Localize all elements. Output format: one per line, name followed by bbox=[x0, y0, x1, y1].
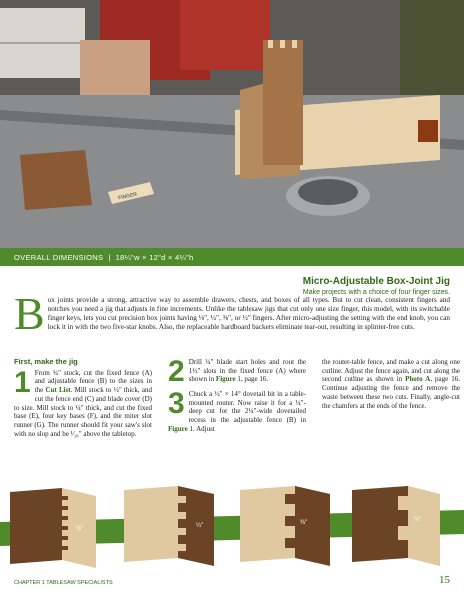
step-3 bbox=[168, 387, 306, 434]
step-3-text-cont: 1. Adjust bbox=[187, 424, 215, 433]
figure-ref-2: Figure bbox=[168, 424, 188, 433]
cut-list-ref: Cut List bbox=[45, 386, 71, 395]
article-title: Micro-Adjustable Box-Joint Jig bbox=[302, 276, 450, 287]
dimensions-separator: | bbox=[108, 252, 111, 262]
column-3 bbox=[322, 358, 460, 410]
column-3-text-cont: , page 16. Continue adjusting the fence and remove the waste between these two cuts. Finally, angle-cut the chamfers at the ends of the fence. bbox=[322, 375, 461, 410]
label-eighth: ⅛" bbox=[76, 526, 84, 532]
joint-three-eighths bbox=[240, 486, 330, 566]
finger-size-diagram bbox=[0, 482, 464, 582]
dimensions-label: OVERALL DIMENSIONS bbox=[14, 252, 104, 262]
dimensions-banner bbox=[0, 248, 464, 266]
label-three-eighths: ⅜" bbox=[300, 520, 308, 526]
hero-photo bbox=[0, 0, 464, 248]
figure-ref: Figure bbox=[215, 375, 236, 384]
step-2-text: Drill ¼" blade start holes and rout the 1½" slots in the fixed fence (A) where shown in bbox=[188, 358, 306, 384]
step-2-number: 2 bbox=[168, 358, 185, 386]
dimensions-value: 18¼"w × 12"d × 4¼"h bbox=[115, 252, 194, 262]
step-2-text-cont: 1, page 16. bbox=[235, 375, 269, 384]
stick-label: FINGER bbox=[117, 191, 138, 202]
label-quarter: ¼" bbox=[196, 523, 204, 529]
page-number: 15 bbox=[439, 574, 450, 586]
drop-cap: B bbox=[14, 288, 45, 339]
column-1 bbox=[14, 358, 152, 438]
steps-heading: First, make the jig bbox=[14, 357, 78, 366]
column-3-text: the router-table fence, and make a cut along one cutline. Adjust the fence again, and cut along the second cutline as shown in bbox=[322, 358, 460, 384]
intro-text: ox joints provide a strong, attractive way to assemble drawers, chests, and boxes of all types. But to cut clean, consistent fingers and notches you need a jig that adjusts in fine increments. Unlike the tablesaw jigs that cut only one size finger, this model, with its switchable finger keys, lets you cut precision box joints having ⅛", ¼", ⅜", or ½" fingers. After micro-adjusting the setting with the end knob, you can lock it in with the two five-star knobs. Also, the replaceable hardboard backers eliminate tear-out, resulting in splinter-free cuts. bbox=[47, 296, 450, 331]
photo-a-ref: Photo A bbox=[405, 375, 431, 384]
chapter-footer: CHAPTER 1 TABLESAW SPECIALISTS bbox=[14, 580, 113, 586]
step-1-text-cont: . Mill stock to ½" thick, and cut the fence end (C) and blade cover (D) to size. Mill stock to ¼" thick, and cut the fixed base (E), four key bases (F), and the miter slot runner (G). The runner should fit your saw's slot with no slop and be ¹⁄₁₆" above the tabletop. bbox=[14, 386, 152, 438]
jig-photo-illustration bbox=[0, 0, 464, 248]
article-subtitle: Make projects with a choice of four finger sizes. bbox=[302, 289, 450, 296]
step-1-text: From ¾" stock, cut the fixed fence (A) and adjustable fence (B) to the sizes in the bbox=[34, 368, 152, 395]
step-2 bbox=[168, 358, 306, 386]
step-3-number: 3 bbox=[168, 387, 185, 420]
box-joints-illustration bbox=[0, 482, 464, 582]
label-half: ½" bbox=[414, 517, 422, 523]
joint-half bbox=[352, 486, 440, 566]
column-2 bbox=[168, 358, 306, 434]
step-1-number: 1 bbox=[14, 365, 31, 399]
step-3-text: Chuck a ½" × 14° dovetail bit in a table-mounted router. Now raise it for a ¼"-deep cut for the 2¼"-wide dovetailed recess in the adjustable fence (B) in bbox=[188, 390, 306, 425]
